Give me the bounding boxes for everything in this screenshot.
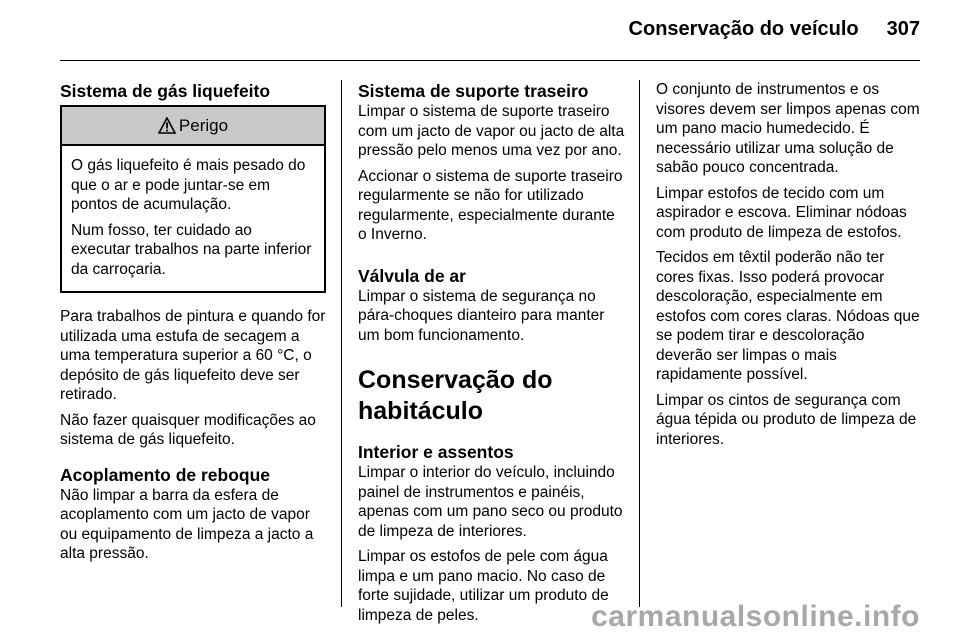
paragraph: Limpar o sistema de suporte traseiro com um jacto de vapor ou jacto de alta pressão pelo menos uma vez por ano. <box>358 103 625 159</box>
column-middle <box>358 80 626 631</box>
section-heading: Sistema de gás liquefeito <box>60 81 271 101</box>
warning-triangle-icon <box>158 117 176 134</box>
paragraph: Limpar estofos de tecido com um aspirador e escova. Eliminar nódoas com produto de limpeza de estofos. <box>656 184 907 241</box>
paragraph: Limpar o sistema de segurança no pára-choques dianteiro para manter um bom funcionamento. <box>358 287 605 344</box>
section-heading: Válvula de ar <box>358 265 466 286</box>
paragraph: Não limpar a barra da esfera de acoplamento com um jacto de vapor ou equipamento de limpeza a jacto a alta pressão. <box>60 486 314 562</box>
column-right <box>656 80 924 455</box>
page-header <box>60 18 920 48</box>
warning-body <box>62 146 324 291</box>
section-heading: Acoplamento de reboque <box>60 464 271 485</box>
paragraph: Limpar os estofos de pele com água limpa e um pano macio. No caso de forte sujidade, utilizar um produto de limpeza de peles. <box>358 548 609 624</box>
warning-box <box>60 105 326 293</box>
header-divider <box>60 60 920 61</box>
page-title: Conservação do veículo <box>628 18 859 40</box>
column-left <box>60 80 326 570</box>
warning-text: Num fosso, ter cuidado ao executar trabalhos na parte inferior da carroçaria. <box>71 221 312 278</box>
section-heading: Sistema de suporte traseiro <box>358 81 589 101</box>
paragraph: Limpar os cintos de segurança com água tépida ou produto de limpeza de interiores. <box>656 391 917 448</box>
warning-text: O gás liquefeito é mais pesado do que o ar e pode juntar-se em pontos de acumulação. <box>71 157 306 213</box>
section-heading: Interior e assentos <box>358 442 514 462</box>
paragraph: Limpar o interior do veículo, incluindo painel de instrumentos e painéis, apenas com um pano seco ou produto de limpeza de interiores. <box>358 464 623 540</box>
warning-header <box>62 107 324 146</box>
column-divider <box>341 80 342 607</box>
column-divider <box>639 80 640 607</box>
page-number: 307 <box>886 18 920 40</box>
warning-label: Perigo <box>178 115 229 135</box>
paragraph: Para trabalhos de pintura e quando for utilizada uma estufa de secagem a uma temperatura superior a 60 °C, o depósito de gás liquefeito deve ser retirado. <box>60 308 326 403</box>
paragraph: Accionar o sistema de suporte traseiro regularmente se não for utilizado regularmente, especialmente durante o Inverno. <box>358 167 623 243</box>
watermark: carmanualsonline.info <box>591 600 920 633</box>
paragraph: Não fazer quaisquer modificações ao sistema de gás liquefeito. <box>60 411 316 448</box>
paragraph: Tecidos em têxtil poderão não ter cores fixas. Isso poderá provocar descoloração, especialmente em estofos com cores claras. Nódoas que se podem tirar e descoloração deverão ser limpas o mais rapidamente possível. <box>656 249 920 383</box>
paragraph: O conjunto de instrumentos e os visores devem ser limpos apenas com um pano macio humedecido. É necessário utilizar uma solução de sabão pouco concentrada. <box>656 81 920 176</box>
chapter-title: Conservação do habitáculo <box>358 366 553 425</box>
